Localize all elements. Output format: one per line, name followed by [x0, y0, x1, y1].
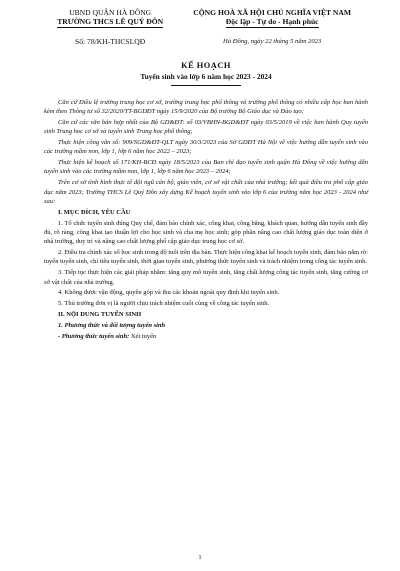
document-number: Số: 78/KH-THCSLQĐ — [75, 37, 146, 46]
document-title-block — [44, 61, 368, 86]
legal-basis-paragraph: Căn cứ Điều lệ trường trung học cơ sở, trường trung học phổ thông và trường phổ thông có nhiều cấp học ban hành kèm theo Thông tư số 32/2020/TT-BGDĐT ngày 15/9/2020 của Bộ trưởng Bộ Giáo dục và Đào tạo; — [44, 98, 368, 115]
national-motto-block — [176, 8, 368, 47]
issuer-authority: UBND QUẬN HÀ ĐÔNG — [69, 8, 152, 17]
issuer-school: TRƯỜNG THCS LÊ QUÝ ĐÔN — [57, 17, 164, 26]
national-title: CỘNG HOÀ XÃ HỘI CHỦ NGHĨA VIỆT NAM — [193, 8, 351, 17]
list-item: 3. Tiếp tục thực hiện các giải pháp nhằm: tăng quy mô tuyển sinh, tăng chất lượng công tác tuyển sinh, tăng cường cơ sở vật chất của nhà trường. — [44, 269, 368, 286]
document-title: KẾ HOẠCH — [181, 60, 231, 70]
legal-basis-paragraph: Căn cứ các văn bản hợp nhất của Bộ GD&ĐT: số 03/VBHN-BGD&ĐT ngày 03/5/2019 về việc ban hành Quy tuyển sinh Trung học cơ sở và tuyển sinh Trung học phổ thông; — [44, 118, 368, 135]
issuer-block — [44, 8, 176, 47]
list-item: 4. Không được vận động, quyên góp và thu các khoản ngoài quy định khi tuyển sinh. — [58, 289, 280, 297]
field-label: - Phương thức tuyển sinh: — [58, 333, 130, 341]
field-value: Xét tuyển — [129, 333, 157, 341]
list-item: 5. Thủ trưởng đơn vị là người chịu trách nhiệm cuối cùng về công tác tuyển sinh. — [58, 300, 270, 308]
legal-basis-paragraph: Thực hiện kế hoạch số 171/KH-BCĐ ngày 18/5/2023 của Ban chỉ đạo tuyển sinh quận Hà Đông về việc hướng dẫn tuyển sinh vào các trường mầm non, lớp 1, lớp 6 năm học 2023 – 2024; — [44, 159, 368, 176]
list-item: 1. Tổ chức tuyển sinh đúng Quy chế, đảm bảo chính xác, công khai, công bằng, khách quan, hướng dẫn tuyển sinh đầy đủ, rõ ràng, công khai tạo thuận lợi cho học sinh và cha mẹ học sinh; góp phần nâng cao chất lượng giáo dục toàn diện ở nhà trường, duy trì và nâng cao chất lượng phổ cập giáo dục trung học cơ sở. — [44, 219, 368, 246]
section-heading: II. NỘI DUNG TUYỂN SINH — [58, 311, 142, 319]
page-number: 1 — [198, 554, 202, 561]
legal-basis-paragraph: Trên cơ sở tình hình thực tế đội ngũ cán bộ, giáo viên, cơ sở vật chất của nhà trường; kết quả điều tra phổ cập giáo dục năm 2023; Trường THCS Lê Quý Đôn xây dựng Kế hoạch tuyển sinh vào lớp 6 của trường năm học 2023 - 2024 như sau: — [44, 179, 368, 205]
legal-basis-paragraph: Thực hiện công văn số: 909/SGD&ĐT-QLT ngày 30/3/2023 của Sở GDĐT Hà Nội về việc hướng dẫn tuyển sinh vào các trường mầm non, lớp 1, lớp 6 năm học 2022 – 2023; — [44, 138, 368, 156]
national-motto: Độc lập - Tự do - Hạnh phúc — [225, 17, 319, 26]
document-body — [44, 98, 368, 342]
document-subtitle: Tuyển sinh vào lớp 6 năm học 2023 - 2024 — [140, 71, 272, 81]
list-item — [44, 332, 368, 341]
section-heading: I. MỤC ĐÍCH, YÊU CẦU — [58, 208, 131, 216]
title-underline — [171, 85, 241, 86]
list-item: 2. Điều tra chính xác số học sinh trong độ tuổi trên địa bàn. Thực hiện công khai kế hoạch tuyển sinh, đảm bảo nắm rõ: tuyển tuyển sinh, chỉ tiêu tuyển sinh, thời gian tuyển sinh, phương thức tuyển sinh và trách nhiệm trong công tác tuyển sinh. — [44, 249, 368, 266]
place-date: Hà Đông, ngày 22 tháng 5 năm 2023 — [223, 38, 322, 45]
subsection-heading: 1. Phương thức và đối tượng tuyển sinh — [58, 322, 166, 330]
document-header — [44, 8, 368, 47]
